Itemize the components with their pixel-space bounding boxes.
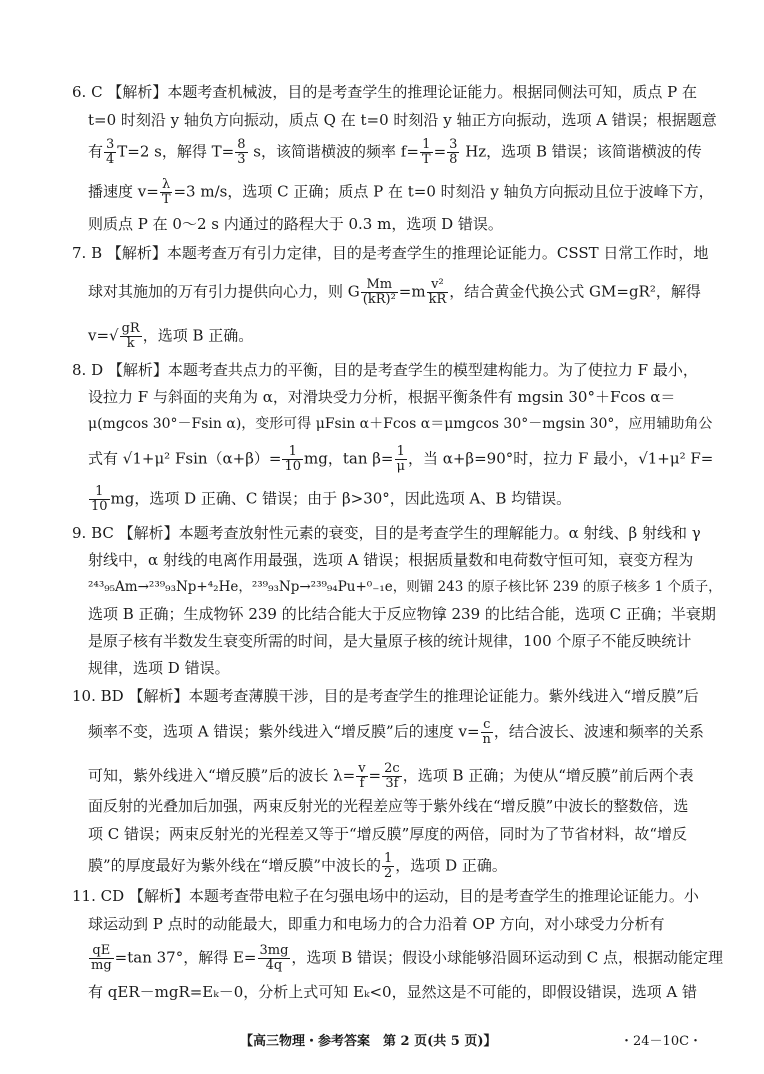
fraction: $\frac{3}{8}$ bbox=[449, 137, 458, 167]
fraction: $\frac{\text{v²}}{kR}$ bbox=[428, 277, 447, 307]
q8-line-3: μ(mgcos 30°－Fsin α)，变形可得 μFsin α＋Fcos α＝μmgcos 30°－mgsin 30°，应用辅助角公 bbox=[88, 416, 713, 432]
q9-line-2: 射线中，α 射线的电离作用最强，选项 A 错误；根据质量数和电荷数守恒可知，衰变方程为 bbox=[88, 551, 694, 569]
fraction: $\frac{\lambda}{T}$ bbox=[161, 177, 171, 207]
fraction: $\frac{1}{\mu}$ bbox=[396, 444, 405, 474]
q9-line-3: ²⁴³₉₅Am→²³⁹₉₃Np+⁴₂He，²³⁹₉₃Np→²³⁹₉₄Pu+⁰₋₁e，则镅 243 的原子核比钚 239 的原子核多 1 个质子， bbox=[88, 579, 722, 595]
q8-line-4: 式有 √1+μ² Fsin（α+β）= $\frac{1}{10}$ mg，tan β= $\frac{1}{\mu}$ ，当 α+β=90°时，拉力 F 最小，√1+μ² F= bbox=[88, 444, 714, 474]
fraction: $\frac{c}{n}$ bbox=[482, 717, 491, 747]
q10-line-1: 10. BD 【解析】本题考查薄膜干涉，目的是考查学生的推理论证能力。紫外线进入“增反膜”后 bbox=[72, 687, 699, 705]
q6-line-2: t=0 时刻沿 y 轴负方向振动，质点 Q 在 t=0 时刻沿 y 轴正方向振动，选项 A 错误；根据题意 bbox=[88, 111, 717, 129]
q9-line-5: 是原子核有半数发生衰变所需的时间，是大量原子核的统计规律，100 个原子不能反映统计 bbox=[88, 632, 692, 650]
q7-line-1: 7. B 【解析】本题考查万有引力定律，目的是考查学生的推理论证能力。CSST 日常工作时，地 bbox=[72, 244, 709, 262]
q11-line-3: $\frac{qE}{mg}$ =tan 37°，解得 E= $\frac{3mg}{4q}$ ，选项 B 错误；假设小球能够沿圆环运动到 C 点，根据动能定理 bbox=[91, 943, 723, 973]
fraction: $\frac{3mg}{4q}$ bbox=[259, 943, 289, 973]
q10-line-6: 膜”的厚度最好为紫外线在“增反膜”中波长的 $\frac{1}{2}$ ，选项 D 正确。 bbox=[88, 851, 507, 881]
q11-line-2: 球运动到 P 点时的动能最大，即重力和电场力的合力沿着 OP 方向，对小球受力分析有 bbox=[88, 915, 665, 933]
q6-line-3: 有 $\frac{3}{4}$ T=2 s，解得 T= $\frac{8}{3}$ s，该简谐横波的频率 f= $\frac{1}{T}$ = $\frac{3}{8}$ Hz，选项 B 错误；该简谐横波的传 bbox=[88, 137, 702, 167]
q10-line-5: 项 C 错误；两束反射光的光程差又等于“增反膜”厚度的两倍，同时为了节省材料，故“增反 bbox=[88, 825, 688, 843]
q9-line-1: 9. BC 【解析】本题考查放射性元素的衰变，目的是考查学生的理解能力。α 射线、β 射线和 γ bbox=[72, 524, 701, 542]
q11-line-4: 有 qER－mgR=Eₖ－0，分析上式可知 Eₖ<0，显然这是不可能的，即假设错误，选项 A 错 bbox=[88, 983, 697, 1001]
q9-line-4: 选项 B 正确；生成物钚 239 的比结合能大于反应物镎 239 的比结合能，选项 C 正确；半衰期 bbox=[88, 605, 716, 623]
q10-line-3: 可知，紫外线进入“增反膜”后的波长 λ= $\frac{v}{f}$ = $\frac{2c}{3f}$ ，选项 B 正确；为使从“增反膜”前后两个表 bbox=[88, 761, 694, 791]
fraction: $\frac{qE}{mg}$ bbox=[91, 943, 112, 973]
fraction: $\frac{8}{3}$ bbox=[237, 137, 246, 167]
q6-line-5: 则质点 P 在 0～2 s 内通过的路程大于 0.3 m，选项 D 错误。 bbox=[88, 215, 503, 233]
footer-code: ・24－10C・ bbox=[620, 1034, 703, 1049]
fraction: $\frac{1}{10}$ bbox=[284, 444, 302, 474]
fraction: $\frac{gR}{k}$ bbox=[121, 321, 140, 351]
q10-line-2: 频率不变，选项 A 错误；紫外线进入“增反膜”后的速度 v= $\frac{c}{n}$ ，结合波长、波速和频率的关系 bbox=[88, 717, 704, 747]
fraction: $\frac{v}{f}$ bbox=[358, 761, 366, 791]
fraction: $\frac{2c}{3f}$ bbox=[384, 761, 400, 791]
q8-line-5: $\frac{1}{10}$ mg，选项 D 正确、C 错误；由于 β>30°，因此选项 A、B 均错误。 bbox=[91, 484, 572, 514]
q6-line-4: 播速度 v= $\frac{\lambda}{T}$ =3 m/s，选项 C 正确；质点 P 在 t=0 时刻沿 y 轴负方向振动且位于波峰下方， bbox=[88, 177, 714, 207]
q8-line-2: 设拉力 F 与斜面的夹角为 α，对滑块受力分析，根据平衡条件有 mgsin 30°＋Fcos α＝ bbox=[88, 388, 676, 406]
fraction: $\frac{1}{10}$ bbox=[91, 484, 108, 514]
q7-line-3: v=√ $\frac{gR}{k}$ ，选项 B 正确。 bbox=[88, 321, 254, 351]
fraction: $\frac{1}{T}$ bbox=[421, 137, 431, 167]
q6-line-1: 6. C 【解析】本题考查机械波，目的是考查学生的推理论证能力。根据同侧法可知，质点 P 在 bbox=[72, 83, 697, 101]
q7-line-2: 球对其施加的万有引力提供向心力，则 G $\frac{Mm}{\text{(kR)²}}$ =m $\frac{\text{v²}}{kR}$ ，结合黄金代换公式 GM=gR²，解得 bbox=[88, 277, 701, 307]
q8-line-1: 8. D 【解析】本题考查共点力的平衡，目的是考查学生的模型建构能力。为了使拉力 F 最小， bbox=[72, 361, 698, 379]
q9-line-6: 规律，选项 D 错误。 bbox=[88, 659, 230, 677]
fraction: $\frac{Mm}{\text{(kR)²}}$ bbox=[362, 277, 396, 307]
q11-line-1: 11. CD 【解析】本题考查带电粒子在匀强电场中的运动，目的是考查学生的推理论证能力。小 bbox=[72, 887, 699, 905]
fraction: $\frac{3}{4}$ bbox=[106, 137, 115, 167]
footer-title: 【高三物理・参考答案 第 2 页(共 5 页)】 bbox=[240, 1034, 497, 1049]
fraction: $\frac{1}{2}$ bbox=[384, 851, 393, 881]
q10-line-4: 面反射的光叠加后加强，两束反射光的光程差应等于紫外线在“增反膜”中波长的整数倍，选 bbox=[88, 797, 689, 815]
